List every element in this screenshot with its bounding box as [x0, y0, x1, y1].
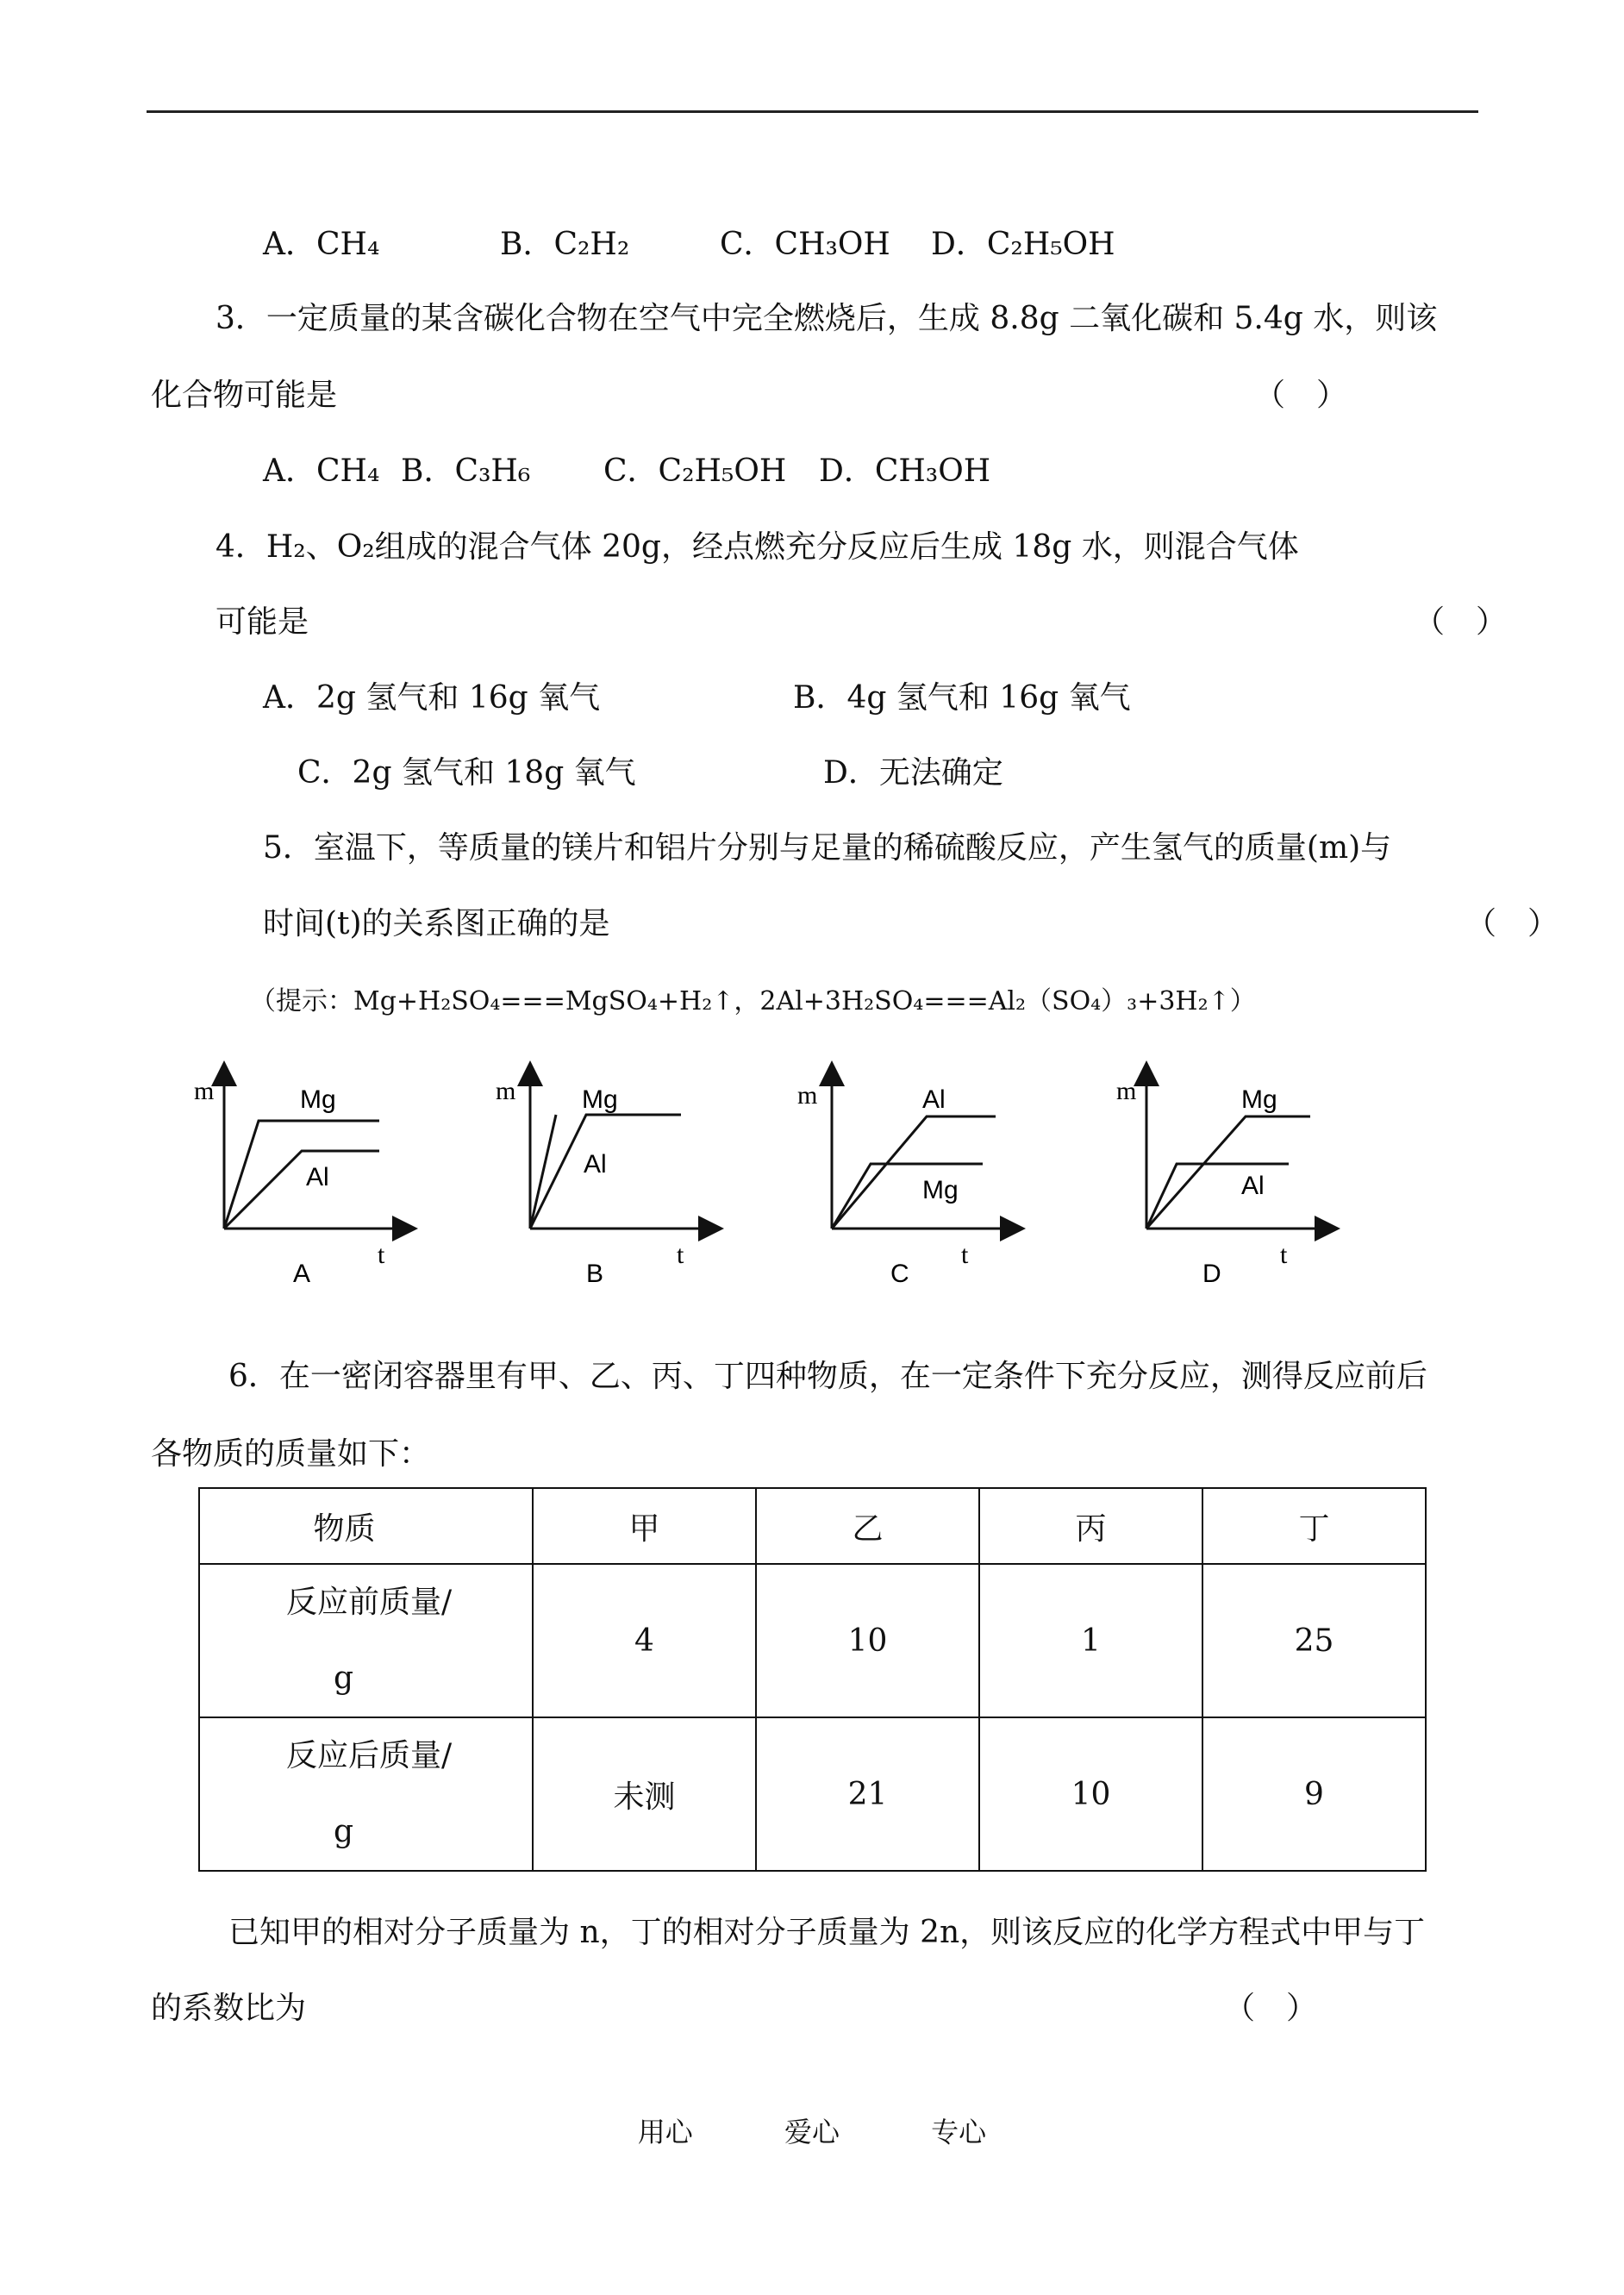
q2-option-d[interactable]: D．C₂H₅OH [931, 227, 1115, 262]
q4-answer-blank[interactable]: （ ） [1414, 604, 1508, 640]
table-header-cell: 甲 [533, 1488, 756, 1564]
q4-option-a[interactable]: A．2g 氢气和 16g 氧气 [263, 680, 601, 716]
graph-c[interactable] [797, 1073, 1013, 1288]
graph-c-lower-label: Mg [922, 1176, 959, 1204]
q5-answer-blank[interactable]: （ ） [1465, 906, 1559, 941]
table-header-cell: 物质 [199, 1488, 533, 1564]
table-row-label [199, 1717, 533, 1871]
table-cell: 21 [756, 1717, 979, 1871]
q3-option-c[interactable]: C．C₂H₅OH [603, 453, 787, 489]
q5-stem-line2: 时间(t)的关系图正确的是 [263, 906, 610, 941]
table-row-label [199, 1564, 533, 1717]
q4-option-c[interactable]: C．2g 氢气和 18g 氧气 [297, 755, 636, 791]
table-cell: 9 [1202, 1717, 1426, 1871]
q4-option-b[interactable]: B．4g 氢气和 16g 氧气 [793, 680, 1131, 716]
q6-followup-line2: 的系数比为 [151, 1991, 307, 2026]
footer-word: 爱心 [784, 2116, 840, 2148]
mass-table [198, 1487, 1427, 1872]
q3-option-a[interactable]: A．CH₄ [263, 453, 380, 489]
table-row [199, 1717, 1426, 1871]
table-header-cell: 乙 [756, 1488, 979, 1564]
table-header-cell: 丙 [979, 1488, 1202, 1564]
q3-answer-blank[interactable]: （ ） [1254, 378, 1348, 413]
graph-a-caption: A [293, 1260, 311, 1288]
table-header-row [199, 1488, 1426, 1564]
table-cell: 10 [756, 1564, 979, 1717]
graph-a[interactable] [194, 1073, 405, 1288]
graph-c-yaxis: m [797, 1081, 818, 1110]
q3-options [263, 453, 1384, 491]
graph-d-lower-label: Al [1241, 1172, 1265, 1200]
q3-stem-line1: 3．一定质量的某含碳化合物在空气中完全燃烧后，生成 8.8g 二氧化碳和 5.4g 水，则该 [215, 301, 1438, 336]
q2-option-c[interactable]: C．CH₃OH [720, 227, 890, 262]
q5-graphs [164, 1056, 1371, 1315]
row-label-line2: g [334, 1814, 354, 1849]
graph-b-xaxis: t [677, 1241, 684, 1269]
graph-d-yaxis: m [1116, 1077, 1137, 1105]
row-label-line1: 反应前质量/ [286, 1585, 453, 1620]
q2-options [263, 226, 1384, 264]
q4-stem-line2: 可能是 [215, 604, 309, 640]
graph-b-upper-label: Mg [582, 1085, 618, 1114]
row-label-line1: 反应后质量/ [286, 1738, 453, 1773]
table-header-cell: 丁 [1202, 1488, 1426, 1564]
q6-followup-line1: 已知甲的相对分子质量为 n，丁的相对分子质量为 2n，则该反应的化学方程式中甲与丁 [228, 1915, 1426, 1950]
graph-b[interactable] [496, 1073, 711, 1288]
q6-answer-blank[interactable]: （ ） [1224, 1991, 1318, 2026]
graph-a-lower-label: Al [306, 1163, 329, 1191]
q5-stem-line1: 5．室温下，等质量的镁片和铝片分别与足量的稀硫酸反应，产生氢气的质量(m)与 [263, 830, 1392, 866]
header-rule [147, 110, 1478, 113]
table-cell: 10 [979, 1717, 1202, 1871]
q3-stem-line2: 化合物可能是 [151, 378, 338, 413]
q4-option-d[interactable]: D．无法确定 [823, 755, 1003, 791]
table-cell: 未测 [533, 1717, 756, 1871]
q6-stem-line2: 各物质的质量如下： [151, 1436, 431, 1472]
page-footer [0, 2111, 1624, 2150]
graph-c-upper-label: Al [922, 1085, 946, 1114]
graph-d-upper-label: Mg [1241, 1085, 1277, 1114]
graph-d[interactable] [1116, 1073, 1327, 1288]
graph-a-upper-label: Mg [300, 1085, 336, 1114]
graph-b-lower-label: Al [584, 1150, 607, 1179]
q2-option-b[interactable]: B．C₂H₂ [500, 227, 630, 262]
q6-stem-line1: 6．在一密闭容器里有甲、乙、丙、丁四种物质，在一定条件下充分反应，测得反应前后 [228, 1359, 1427, 1394]
graph-d-xaxis: t [1280, 1241, 1288, 1269]
table-cell: 4 [533, 1564, 756, 1717]
q4-stem-line1: 4．H₂、O₂组成的混合气体 20g，经点燃充分反应后生成 18g 水，则混合气体 [215, 529, 1299, 565]
table-cell: 1 [979, 1564, 1202, 1717]
graph-a-xaxis: t [378, 1241, 385, 1269]
graph-a-yaxis: m [194, 1077, 215, 1105]
graph-d-caption: D [1202, 1260, 1221, 1288]
footer-word: 用心 [637, 2116, 693, 2148]
q3-option-b[interactable]: B．C₃H₆ [401, 453, 531, 489]
table-cell: 25 [1202, 1564, 1426, 1717]
q5-hint: （提示：Mg+H₂SO₄===MgSO₄+H₂↑，2Al+3H₂SO₄===Al₂（SO₄）₃+3H₂↑） [250, 986, 1256, 1016]
graph-b-caption: B [586, 1260, 604, 1288]
graph-c-xaxis: t [961, 1241, 969, 1269]
q3-option-d[interactable]: D．CH₃OH [819, 453, 991, 489]
graph-b-yaxis: m [496, 1077, 516, 1105]
graph-c-caption: C [890, 1260, 909, 1288]
table-row [199, 1564, 1426, 1717]
q2-option-a[interactable]: A．CH₄ [263, 227, 380, 262]
footer-word: 专心 [931, 2116, 987, 2148]
row-label-line2: g [334, 1660, 354, 1696]
